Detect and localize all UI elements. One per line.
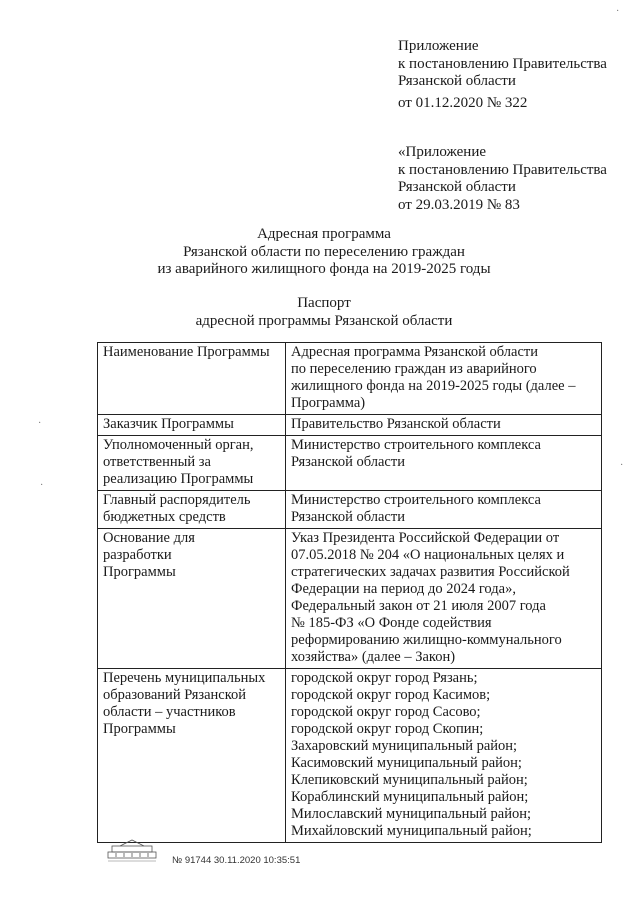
- scan-artifact: ·: [40, 480, 44, 491]
- label-line: Наименование Программы: [103, 344, 270, 360]
- passport-row-label: [98, 669, 286, 843]
- appendix-date: от 01.12.2020 № 322: [398, 94, 528, 111]
- value-line: Федеральный закон от 21 июля 2007 года: [291, 598, 546, 614]
- value-line: Адресная программа Рязанской области: [291, 344, 538, 360]
- value-line: № 185-ФЗ «О Фонде содействия: [291, 615, 492, 631]
- value-line: Правительство Рязанской области: [291, 416, 501, 432]
- appendix-label: Приложение: [398, 38, 479, 54]
- value-line: по переселению граждан из аварийного: [291, 361, 537, 377]
- appendix-header-previous: [398, 144, 607, 214]
- scan-artifact: ·: [616, 6, 620, 17]
- label-line: Главный распорядитель: [103, 492, 251, 508]
- passport-row: [98, 529, 602, 669]
- passport-row-value: [286, 491, 602, 529]
- passport-row-label: [98, 415, 286, 436]
- value-line: реформированию жилищно-коммунального: [291, 632, 562, 648]
- passport-row-label: [98, 436, 286, 491]
- scan-artifact: ·: [620, 460, 624, 471]
- appendix-date: от 29.03.2019 № 83: [398, 196, 520, 213]
- label-line: Программы: [103, 721, 176, 737]
- label-line: реализацию Программы: [103, 471, 254, 487]
- government-seal-icon: [106, 838, 158, 864]
- passport-title: [34, 295, 614, 330]
- value-line: городской округ город Касимов;: [291, 687, 491, 703]
- label-line: Заказчик Программы: [103, 416, 234, 432]
- passport-row: [98, 491, 602, 529]
- passport-row-label: [98, 529, 286, 669]
- value-line: Михайловский муниципальный район;: [291, 823, 532, 839]
- value-line: Программа): [291, 395, 366, 411]
- passport-row: [98, 669, 602, 843]
- passport-row: [98, 343, 602, 415]
- passport-row-value: [286, 669, 602, 843]
- value-line: хозяйства» (далее – Закон): [291, 649, 456, 665]
- program-title-line-3: из аварийного жилищного фонда на 2019-2025 годы: [157, 261, 491, 277]
- passport-row-value: [286, 415, 602, 436]
- passport-table: [97, 342, 602, 843]
- label-line: Уполномоченный орган,: [103, 437, 254, 453]
- label-line: области – участников: [103, 704, 236, 720]
- program-title: [34, 226, 614, 279]
- passport-table-body: [98, 343, 602, 843]
- value-line: Министерство строительного комплекса: [291, 492, 541, 508]
- passport-row-label: [98, 343, 286, 415]
- value-line: Кораблинский муниципальный район;: [291, 789, 529, 805]
- value-line: Федерации на период до 2024 года»,: [291, 581, 516, 597]
- value-line: Касимовский муниципальный район;: [291, 755, 522, 771]
- passport-subheading: адресной программы Рязанской области: [195, 312, 453, 329]
- value-line: Указ Президента Российской Федерации от: [291, 530, 560, 546]
- label-line: образований Рязанской: [103, 687, 247, 703]
- appendix-decree-line: к постановлению Правительства: [398, 55, 607, 72]
- registration-footer: № 91744 30.11.2020 10:35:51: [172, 855, 301, 866]
- label-line: бюджетных средств: [103, 509, 226, 525]
- label-line: разработки: [103, 547, 172, 563]
- label-line: ответственный за: [103, 454, 211, 470]
- passport-heading: Паспорт: [297, 295, 351, 311]
- value-line: городской округ город Сасово;: [291, 704, 481, 720]
- passport-row-label: [98, 491, 286, 529]
- appendix-decree-line: к постановлению Правительства: [398, 161, 607, 178]
- label-line: Перечень муниципальных: [103, 670, 266, 686]
- appendix-label: «Приложение: [398, 144, 487, 160]
- passport-row-value: [286, 343, 602, 415]
- passport-row-value: [286, 436, 602, 491]
- program-title-line-1: Адресная программа: [257, 226, 391, 242]
- appendix-region: Рязанской области: [398, 73, 516, 89]
- value-line: городской округ город Скопин;: [291, 721, 484, 737]
- value-line: жилищного фонда на 2019-2025 годы (далее –: [291, 378, 576, 394]
- value-line: Милославский муниципальный район;: [291, 806, 532, 822]
- program-title-line-2: Рязанской области по переселению граждан: [183, 243, 465, 260]
- value-line: Министерство строительного комплекса: [291, 437, 541, 453]
- value-line: Клепиковский муниципальный район;: [291, 772, 528, 788]
- value-line: Рязанской области: [291, 454, 405, 470]
- label-line: Основание для: [103, 530, 195, 546]
- value-line: Рязанской области: [291, 509, 405, 525]
- appendix-region: Рязанской области: [398, 179, 516, 195]
- scan-artifact: ·: [38, 418, 42, 429]
- value-line: стратегических задачах развития Российской: [291, 564, 570, 580]
- value-line: городской округ город Рязань;: [291, 670, 478, 686]
- value-line: Захаровский муниципальный район;: [291, 738, 518, 754]
- appendix-header-current: [398, 38, 607, 112]
- value-line: 07.05.2018 № 204 «О национальных целях и: [291, 547, 565, 563]
- passport-row-value: [286, 529, 602, 669]
- label-line: Программы: [103, 564, 176, 580]
- passport-row: [98, 436, 602, 491]
- passport-row: [98, 415, 602, 436]
